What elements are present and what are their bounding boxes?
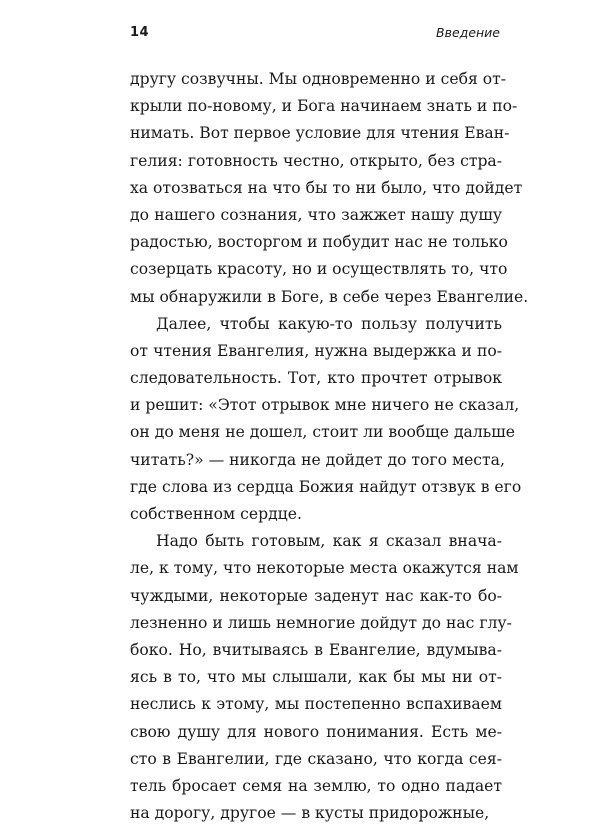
text-line: крыли по-новому, и Бога начинаем знать и по- — [130, 97, 518, 116]
text-line: чуждыми, некоторые заденут нас как-то бо- — [130, 586, 502, 605]
body-text — [130, 66, 529, 827]
text-line: следовательность. Тот, кто прочтет отрывок — [130, 369, 502, 388]
text-line: Надо быть готовым, как я сказал внача- — [156, 532, 502, 551]
text-line: другу созвучны. Мы одновременно и себя от- — [130, 70, 507, 88]
text-line: созерцать красоту, но и осуществлять то, что — [130, 260, 508, 279]
text-line: и решит: «Этот отрывок мне ничего не сказал, — [130, 396, 520, 415]
text-line: лезненно и лишь немногие дойдут до нас глу- — [130, 613, 512, 632]
text-line: читать?» — никогда не дойдет до того места, — [130, 450, 505, 469]
text-line: мы обнаружили в Боге, в себе через Евангелие. — [130, 287, 529, 306]
text-line: радостью, восторгом и побудит нас не только — [130, 233, 508, 252]
text-line: он до меня не дошел, стоит ли вообще дальше — [130, 423, 515, 442]
text-line: до нашего сознания, что зажжет нашу душу — [130, 205, 502, 224]
text-line: гелия: готовность честно, открыто, без стра- — [130, 151, 502, 170]
text-line: Далее, чтобы какую-то пользу получить — [156, 314, 502, 333]
paragraph — [130, 528, 519, 827]
text-line: свою душу для нового понимания. Есть ме- — [130, 722, 502, 741]
text-line: ха отозваться на что бы то ни было, что дойдет — [130, 178, 523, 197]
text-line: неслись к этому, мы постепенно вспахиваем — [130, 695, 502, 714]
text-line: тель бросает семя на землю, то одно падает — [130, 776, 502, 795]
text-line: где слова из сердца Божия найдут отзвук в его — [130, 477, 522, 496]
text-line: боко. Но, вчитываясь в Евангелие, вдумыва- — [130, 640, 502, 659]
text-line: ясь в то, что мы слышали, как бы мы ни от- — [130, 668, 502, 687]
text-line: сто в Евангелии, где сказано, что когда сея- — [130, 749, 502, 768]
paragraph — [130, 66, 529, 311]
text-line: нимать. Вот первое условие для чтения Еван- — [130, 124, 510, 143]
text-line: ле, к тому, что некоторые места окажутся нам — [130, 559, 519, 578]
text-line: от чтения Евангелия, нужна выдержка и по- — [130, 341, 502, 360]
text-line: на дорогу, другое — в кусты придорожные, — [130, 804, 490, 823]
running-head — [130, 22, 500, 42]
text-line: собственном сердце. — [130, 505, 302, 523]
paragraph — [130, 311, 522, 529]
section-title: Введение — [436, 24, 500, 40]
page-number: 14 — [130, 24, 150, 40]
